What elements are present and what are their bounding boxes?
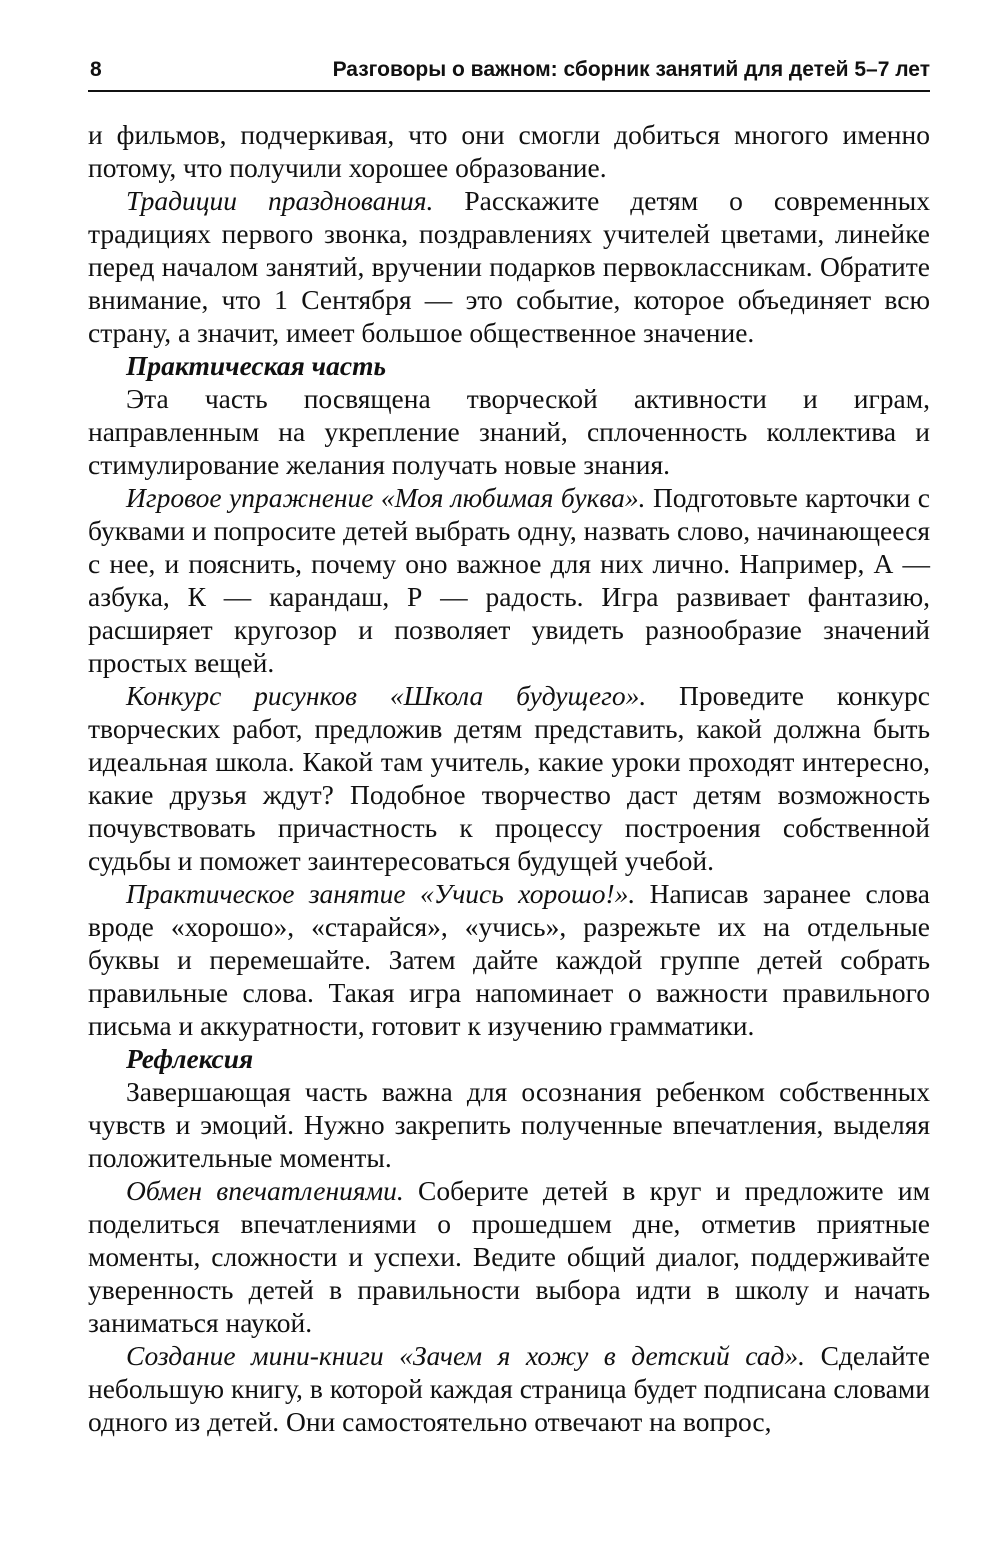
lesson-text: Написав заранее слова вроде «хорошо», «старайся», «учись», разрежьте их на отдельные буквы и перемешайте. Затем дайте каждой группе детей собрать правильные слова. Такая игра напоминает о важности правильного письма и аккуратности, готовит к изучению грамматики. <box>88 878 930 1041</box>
running-title: Разговоры о важном: сборник занятий для детей 5–7 лет <box>332 58 930 81</box>
paragraph-reflection: Завершающая часть важна для осознания ребенком собственных чувств и эмоций. Нужно закрепить полученные впечатления, выделяя положительные моменты. <box>88 1076 930 1173</box>
page-body <box>88 118 930 1438</box>
paragraph-contest <box>88 679 930 877</box>
paragraph-intro: и фильмов, подчеркивая, что они смогли добиться многого именно потому, что получили хорошее образование. <box>88 119 930 183</box>
exchange-lead: Обмен впечатлениями. <box>126 1175 404 1206</box>
traditions-text: Расскажите детям о современных традициях первого звонка, поздравлениях учителей цветами, линейке перед началом занятий, вручении подарков первоклассникам. Обратите внимание, что 1 Сентября — это событие, которое объединяет всю страну, а значит, имеет большое общественное значение. <box>88 185 930 348</box>
book-lead: Создание мини-книги «Зачем я хожу в детский сад». <box>126 1340 806 1371</box>
page-number: 8 <box>90 58 102 81</box>
book-text: Сделайте небольшую книгу, в которой каждая страница будет подписана словами одного из детей. Они самостоятельно отвечают на вопрос, <box>88 1340 930 1437</box>
paragraph-game <box>88 481 930 679</box>
paragraph-exchange <box>88 1174 930 1339</box>
game-lead: Игровое упражнение «Моя любимая буква». <box>126 482 646 513</box>
paragraph-practical: Эта часть посвящена творческой активности и играм, направленным на укрепление знаний, сплоченность коллектива и стимулирование желания получать новые знания. <box>88 383 930 480</box>
page-header <box>88 52 930 92</box>
practical-heading: Практическая часть <box>126 350 387 381</box>
exchange-text: Соберите детей в круг и предложите им поделиться впечатлениями о прошедшем дне, отметив приятные моменты, сложности и успехи. Ведите общий диалог, поддерживайте уверенность детей в правильности выбора идти в школу и начать заниматься наукой. <box>88 1175 930 1338</box>
paragraph-traditions <box>88 184 930 349</box>
traditions-lead: Традиции празднования. <box>126 185 434 216</box>
lesson-lead: Практическое занятие «Учись хорошо!». <box>126 878 636 909</box>
reflection-heading: Рефлексия <box>126 1043 254 1074</box>
game-text: Подготовьте карточки с буквами и попросите детей выбрать одну, назвать слово, начинающееся с нее, и пояснить, почему оно важное для них лично. Например, А — азбука, К — карандаш, Р — радость. Игра развивает фантазию, расширяет кругозор и позволяет увидеть разнообразие значений простых вещей. <box>88 482 931 678</box>
contest-lead: Конкурс рисунков «Школа будущего». <box>126 680 647 711</box>
paragraph-book <box>88 1339 930 1438</box>
paragraph-lesson <box>88 877 930 1042</box>
contest-text: Проведите конкурс творческих работ, предложив детям представить, какой должна быть идеальная школа. Какой там учитель, какие уроки проходят интересно, какие друзья ждут? Подобное творчество даст детям возможность почувствовать причастность к процессу построения собственной судьбы и поможет заинтересоваться будущей учебой. <box>88 680 930 876</box>
